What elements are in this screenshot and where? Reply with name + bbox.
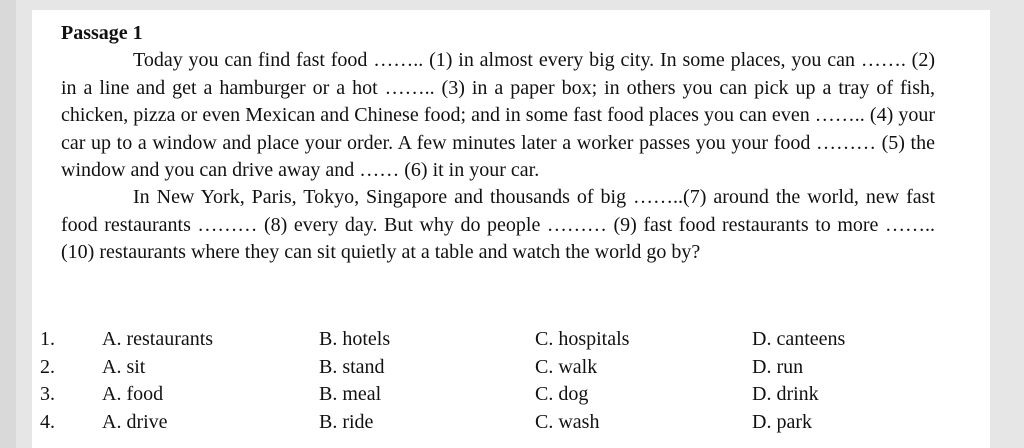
option-b: B. stand (319, 355, 385, 378)
option-a: A. restaurants (102, 328, 214, 350)
question-row-3 (40, 381, 940, 409)
question-row-4 (40, 409, 940, 437)
question-number: 3. (40, 383, 55, 405)
option-a: A. sit (102, 355, 146, 378)
option-a: A. drive (102, 410, 168, 433)
paragraph-2: In New York, Paris, Tokyo, Singapore and thousands of big ……..(7) around the world, new fast food restaurants ……… (8) every day. But why do people ……… (9) fast food restaurants to more …….. (10) restaurants where they can sit quietly at a table and watch the world go by? (61, 186, 935, 264)
question-number: 2. (40, 355, 55, 378)
question-row-2 (40, 354, 940, 382)
page-edge (0, 0, 16, 448)
answer-options (40, 326, 940, 436)
option-c: C. dog (535, 383, 589, 405)
option-c: C. hospitals (535, 328, 630, 350)
option-d: D. run (752, 355, 804, 378)
option-c: C. walk (535, 355, 598, 378)
option-d: D. canteens (752, 328, 846, 350)
question-number: 1. (40, 328, 55, 350)
option-b: B. hotels (319, 328, 391, 350)
option-a: A. food (102, 383, 164, 405)
paragraph-1: Today you can find fast food …….. (1) in almost every big city. In some places, you can ……. (2) in a line and get a hamburger or a hot …….. (3) in a paper box; in others you can pick up a tray of fish, chicken, pizza or even Mexican and Chinese food; and in some fast food places you can even …….. (4) your car up to a window and place your order. A few minutes later a worker passes you your food ……… (5) the window and you can drive away and …… (6) it in your car. (61, 49, 935, 182)
option-b: B. meal (319, 383, 382, 405)
passage-title: Passage 1 (61, 22, 143, 44)
option-b: B. ride (319, 410, 374, 433)
option-d: D. drink (752, 383, 819, 405)
option-d: D. park (752, 410, 812, 433)
passage (61, 20, 935, 267)
question-number: 4. (40, 410, 55, 433)
option-c: C. wash (535, 410, 600, 433)
question-row-1 (40, 326, 940, 354)
